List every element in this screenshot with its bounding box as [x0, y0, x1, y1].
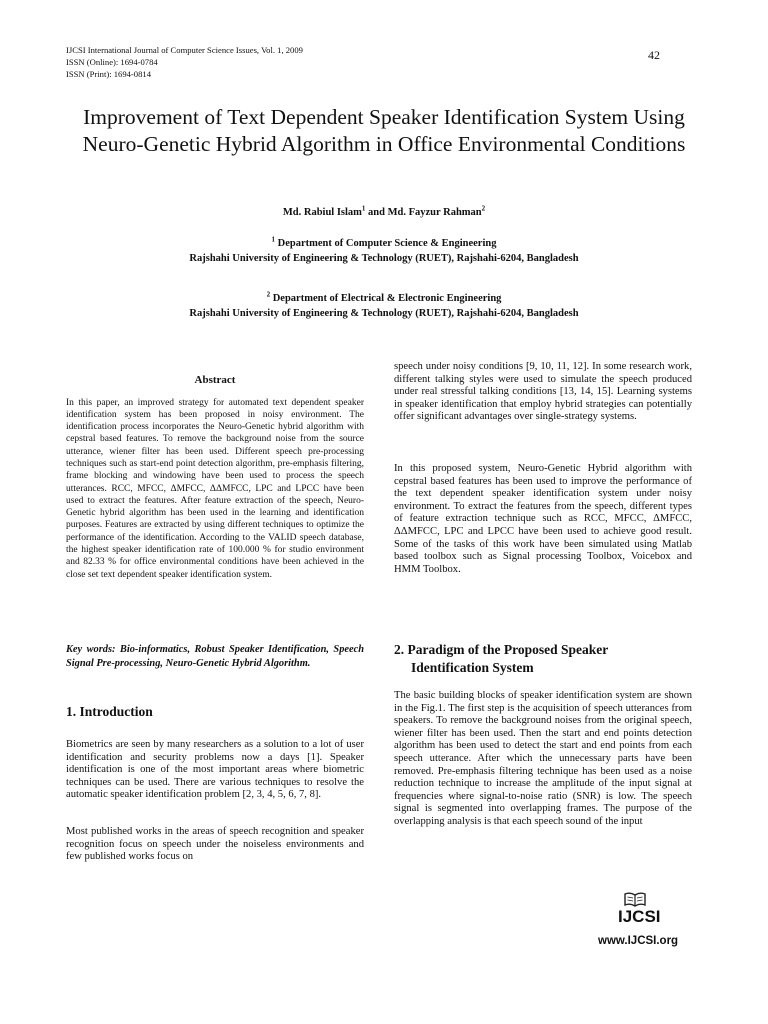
author-2: Md. Fayzur Rahman: [387, 207, 482, 218]
introduction-paragraph-2: Most published works in the areas of speech recognition and speaker recognition focus on speech under the noiseless environments and few published works focus on: [66, 826, 364, 863]
abstract-body: In this paper, an improved strategy for automated text dependent speaker identification system has been proposed in noisy environment. The identification process incorporates the Neuro-Genetic hybrid algorithm with cepstral based features. To remove the background noise from the source utterance, wiener filter has been used. Different speech pre-processing techniques such as start-end point detection algorithm, pre-emphasis filtering, frame blocking and windowing have been used to process the speech utterances. RCC, MFCC, ΔMFCC, ΔΔMFCC, LPC and LPCC have been used to extract the features. After feature extraction of the speech, Neuro-Genetic hybrid algorithm has been used in the learning and identification purposes. Features are extracted by using different techniques to optimize the performance of the identification. According to the VALID speech database, the highest speaker identification rate of 100.000 % for studio environment and 82.33 % for office environmental conditions have been achieved in the close set text dependent speaker identification system.: [66, 397, 364, 580]
affiliation-2-univ: Rajshahi University of Engineering & Technology (RUET), Rajshahi-6204, Bangladesh: [189, 308, 579, 319]
section-2-paragraph: The basic building blocks of speaker identification system are shown in the Fig.1. The first step is the acquisition of speech utterances from speakers. To remove the background noises from the original speech, wiener filter has been used. Then the start and end points detection algorithm has been used to detect the start and end points from each speech utterance. After which the unnecessary parts have been removed. Pre-emphasis filtering technique has been used as a noise reduction technique to increase the amplitude of the input signal at frequencies where signal-to-noise ratio (SNR) is low. The speech signal is segmented into overlapping frames. The purpose of the overlapping analysis is that each speech sound of the input: [394, 690, 692, 827]
affiliation-1-univ: Rajshahi University of Engineering & Technology (RUET), Rajshahi-6204, Bangladesh: [189, 253, 579, 264]
introduction-paragraph-1: Biometrics are seen by many researchers as a solution to a lot of user identification and security problems now a days [1]. Speaker identification is one of the most important areas where biometric techniques can be used. There are various techniques to resolve the automatic speaker identification problem [2, 3, 4, 5, 6, 7, 8].: [66, 739, 364, 801]
affiliation-1: [60, 236, 708, 266]
section-2-heading-line-2: Identification System: [411, 660, 534, 675]
journal-header: [66, 44, 303, 80]
journal-url: www.IJCSI.org: [598, 935, 679, 947]
authors: [60, 204, 708, 218]
author-2-sup: 2: [481, 204, 486, 213]
affiliation-2-sup: 2: [266, 290, 271, 299]
affiliation-2: [60, 291, 708, 321]
page-number: 42: [648, 48, 660, 62]
right-paragraph-2: In this proposed system, Neuro-Genetic Hybrid algorithm with cepstral based features has been used to improve the performance of the text dependent speaker identification system under noisy environment. To extract the features from the speech, different types of feature extraction technique such as RCC, MFCC, ΔMFCC, ΔΔMFCC, LPC and LPCC have been used to achieve good result. Some of the tasks of this work have been simulated using Matlab based toolbox such as Signal processing Toolbox, Voicebox and HMM Toolbox.: [394, 463, 692, 575]
issn-online: ISSN (Online): 1694-0784: [66, 57, 158, 67]
ijcsi-logo: [598, 891, 698, 947]
logo-text: IJCSI: [618, 907, 661, 926]
issn-print: ISSN (Print): 1694-0814: [66, 69, 151, 79]
keywords: Key words: Bio-informatics, Robust Speaker Identification, Speech Signal Pre-processing, Neuro-Genetic Hybrid Algorithm.: [66, 644, 364, 669]
abstract-heading: Abstract: [194, 374, 236, 386]
author-join: and: [365, 207, 388, 218]
introduction-heading: 1. Introduction: [66, 704, 153, 719]
section-2-heading: [394, 641, 692, 677]
affiliation-1-sup: 1: [271, 235, 276, 244]
affiliation-1-dept: Department of Computer Science & Engineering: [275, 238, 497, 249]
open-book-icon: [624, 891, 646, 907]
journal-line: IJCSI International Journal of Computer Science Issues, Vol. 1, 2009: [66, 45, 303, 55]
right-paragraph-1: speech under noisy conditions [9, 10, 11, 12]. In some research work, different talking styles were used to simulate the speech produced under real stressful talking conditions [13, 14, 15]. Learning systems in speaker identification that employ hybrid strategies can potentially offer significant advantages over single-strategy systems.: [394, 361, 692, 423]
paper-title: Improvement of Text Dependent Speaker Identification System Using Neuro-Genetic Hybrid Algorithm in Office Environmental Conditions: [82, 105, 686, 156]
section-2-heading-line-1: 2. Paradigm of the Proposed Speaker: [394, 642, 609, 657]
author-1-sup: 1: [361, 204, 366, 213]
author-1: Md. Rabiul Islam: [282, 207, 362, 218]
affiliation-2-dept: Department of Electrical & Electronic Engineering: [270, 293, 502, 304]
